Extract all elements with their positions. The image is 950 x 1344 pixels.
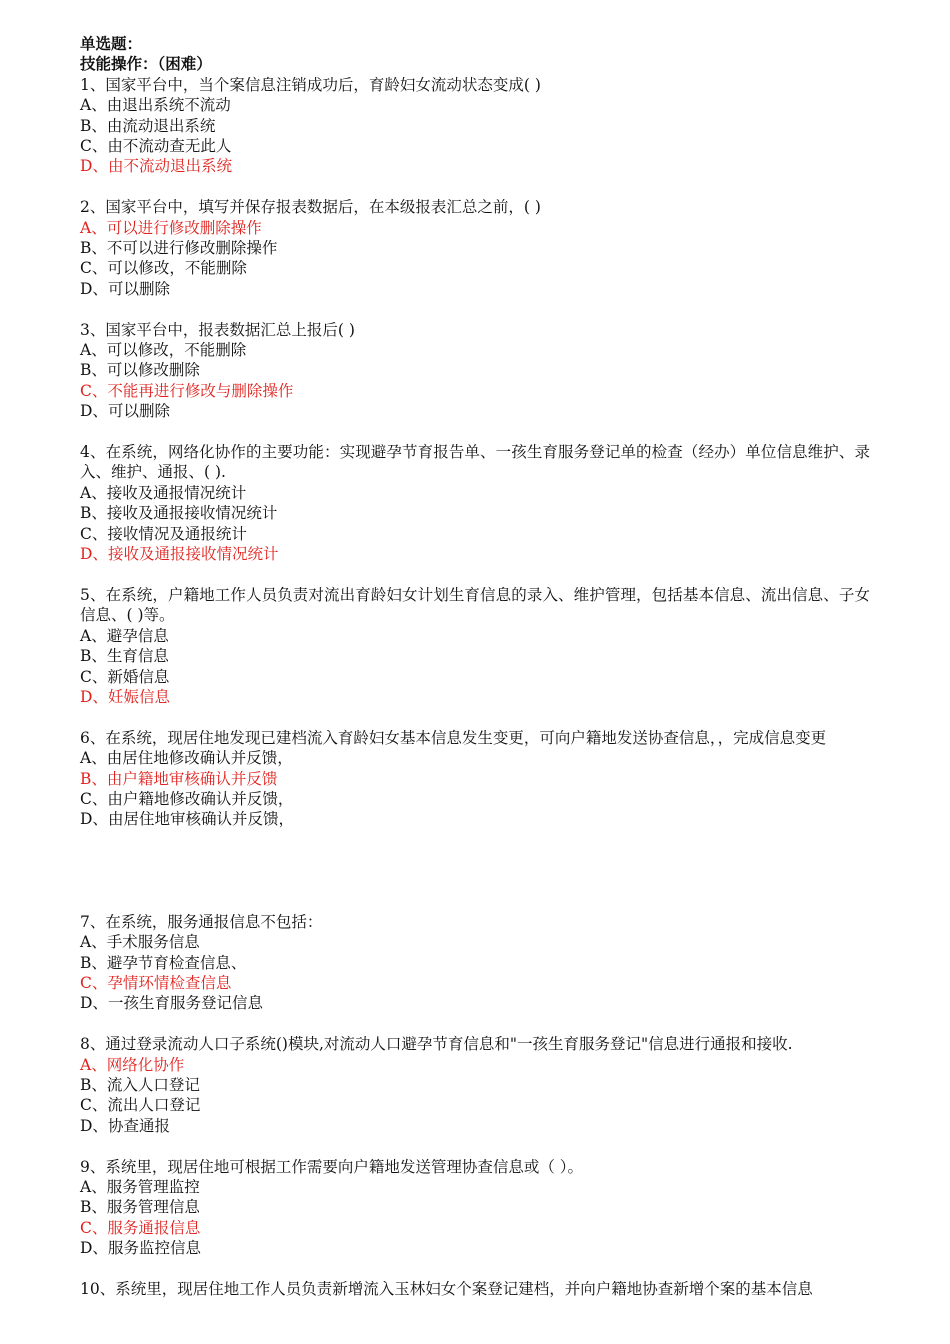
option-text: 妊娠信息 [107,687,170,706]
question-stem: 3、国家平台中，报表数据汇总上报后( ) [80,320,355,339]
option-letter: C、 [80,973,108,992]
option-text: 一孩生育服务登记信息 [107,994,263,1013]
option-a [80,932,870,952]
option-text: 由居住地审核确认并反馈， [107,810,294,829]
question-stem: 6、在系统，现居住地发现已建档流入育龄妇女基本信息发生变更，可向户籍地发送协查信息，，完成信息变更 [80,728,827,747]
option-b [80,1075,870,1095]
option-text: 由户籍地修改确认并反馈， [107,789,294,808]
question-block [80,75,870,177]
question-block [80,1034,870,1136]
option-letter: A、 [80,1178,107,1197]
option-letter: B、 [80,769,107,788]
option-c [80,136,870,156]
option-text: 可以删除 [107,402,170,421]
question-block [80,197,870,299]
option-letter: C、 [80,789,108,808]
question-stem: 10、系统里，现居住地工作人员负责新增流入玉林妇女个案登记建档，并向户籍地协查新增个案的基本信息 [80,1280,813,1299]
option-d [80,1116,870,1136]
option-text: 手术服务信息 [106,933,200,952]
option-d [80,809,870,829]
question-stem: 4、在系统，网络化协作的主要功能：实现避孕节育报告单、一孩生育服务登记单的检查（经办）单位信息维护、录入、维护、通报、( ). [80,443,870,482]
option-text: 可以删除 [107,279,170,298]
option-b [80,360,870,380]
option-d [80,1238,870,1258]
option-letter: C、 [80,667,108,686]
option-text: 流入人口登记 [106,1076,200,1094]
option-text: 接收及通报情况统计 [106,483,247,502]
option-letter: B、 [80,953,107,972]
option-text: 避孕节育检查信息、 [106,953,247,972]
option-text: 协查通报 [107,1116,170,1135]
option-text: 服务监控信息 [107,1239,201,1258]
question-stem: 7、在系统，服务通报信息不包括： [80,912,323,931]
option-letter: C、 [80,381,108,400]
option-letter: A、 [80,483,107,502]
option-c [80,258,870,278]
option-letter: A、 [80,341,107,360]
option-text: 接收情况及通报统计 [107,524,247,543]
option-text: 可以进行修改删除操作 [106,218,262,237]
question-block [80,442,870,564]
option-letter: B、 [80,116,107,135]
option-a [80,1177,870,1197]
option-text: 服务管理信息 [106,1198,200,1217]
option-b [80,1197,870,1217]
option-text: 由户籍地审核确认并反馈 [106,769,278,788]
option-d [80,279,870,299]
option-text: 不能再进行修改与删除操作 [107,381,294,400]
option-letter: D、 [80,687,108,706]
option-letter: B、 [80,1198,107,1217]
question-stem: 8、通过登录流动人口子系统()模块,对流动人口避孕节育信息和"一孩生育服务登记"信息进行通报和接收. [80,1035,793,1054]
option-text: 服务管理监控 [106,1178,200,1197]
option-d [80,993,870,1013]
option-letter: A、 [80,626,107,645]
option-letter: B、 [80,361,107,380]
option-text: 由居住地修改确认并反馈， [106,749,293,768]
option-c [80,789,870,809]
option-letter: D、 [80,810,108,829]
option-b [80,116,870,136]
question-stem: 2、国家平台中，填写并保存报表数据后，在本级报表汇总之前，( ) [80,198,541,217]
option-letter: C、 [80,1096,108,1115]
option-text: 不可以进行修改删除操作 [106,239,278,258]
option-a [80,483,870,503]
option-b [80,953,870,973]
option-text: 生育信息 [106,647,169,666]
option-letter: D、 [80,994,108,1013]
option-text: 可以修改，不能删除 [107,259,247,278]
option-d [80,401,870,421]
option-text: 网络化协作 [106,1055,185,1074]
subsection-heading: 技能操作：（困难） [80,54,212,74]
option-b [80,503,870,523]
option-letter: B、 [80,1076,107,1094]
option-text: 接收及通报接收情况统计 [107,545,279,564]
option-letter: A、 [80,1055,107,1074]
option-letter: A、 [80,749,107,768]
question-block [80,1279,870,1299]
option-d [80,544,870,564]
option-text: 流出人口登记 [107,1096,201,1115]
question-stem: 1、国家平台中，当个案信息注销成功后，育龄妇女流动状态变成( ) [80,75,541,94]
question-stem: 5、在系统，户籍地工作人员负责对流出育龄妇女计划生育信息的录入、维护管理，包括基本信息、流出信息、子女信息、( )等。 [80,585,870,625]
option-b [80,646,870,666]
option-text: 服务通报信息 [107,1218,201,1237]
option-letter: A、 [80,96,107,115]
option-b [80,769,870,789]
section-heading: 单选题： [80,34,143,53]
option-text: 避孕信息 [106,626,169,645]
option-a [80,626,870,646]
option-b [80,238,870,258]
option-text: 孕情环情检查信息 [107,973,232,992]
option-letter: B、 [80,504,107,523]
option-text: 由不流动退出系统 [107,157,232,176]
option-letter: B、 [80,647,107,666]
option-a [80,340,870,360]
option-text: 由流动退出系统 [106,116,216,135]
option-letter: D、 [80,1239,108,1258]
option-c [80,1218,870,1238]
option-c [80,973,870,993]
option-letter: D、 [80,279,108,298]
option-a [80,1055,870,1075]
option-text: 接收及通报接收情况统计 [106,504,278,523]
option-d [80,687,870,707]
option-letter: C、 [80,259,108,278]
option-letter: D、 [80,157,108,176]
option-letter: C、 [80,524,108,543]
question-block [80,320,870,422]
option-a [80,748,870,768]
option-letter: A、 [80,933,107,952]
option-text: 由不流动查无此人 [107,137,232,156]
option-letter: C、 [80,137,108,156]
option-d [80,156,870,176]
option-letter: C、 [80,1218,108,1237]
option-letter: D、 [80,545,108,564]
question-block [80,1157,870,1259]
option-text: 由退出系统不流动 [106,96,231,115]
option-letter: D、 [80,402,108,421]
option-c [80,524,870,544]
option-a [80,218,870,238]
question-block [80,912,870,1014]
option-c [80,1095,870,1115]
question-block [80,585,870,707]
option-c [80,667,870,687]
option-text: 可以修改删除 [106,361,200,380]
question-stem: 9、系统里，现居住地可根据工作需要向户籍地发送管理协查信息或（ ）。 [80,1157,584,1176]
option-text: 新婚信息 [107,667,170,686]
option-text: 可以修改，不能删除 [106,341,247,360]
question-list [80,75,870,1300]
option-letter: D、 [80,1116,108,1135]
option-letter: A、 [80,218,107,237]
option-c [80,381,870,401]
document-page [80,34,870,1299]
question-block [80,728,870,830]
option-letter: B、 [80,239,107,258]
option-a [80,95,870,115]
